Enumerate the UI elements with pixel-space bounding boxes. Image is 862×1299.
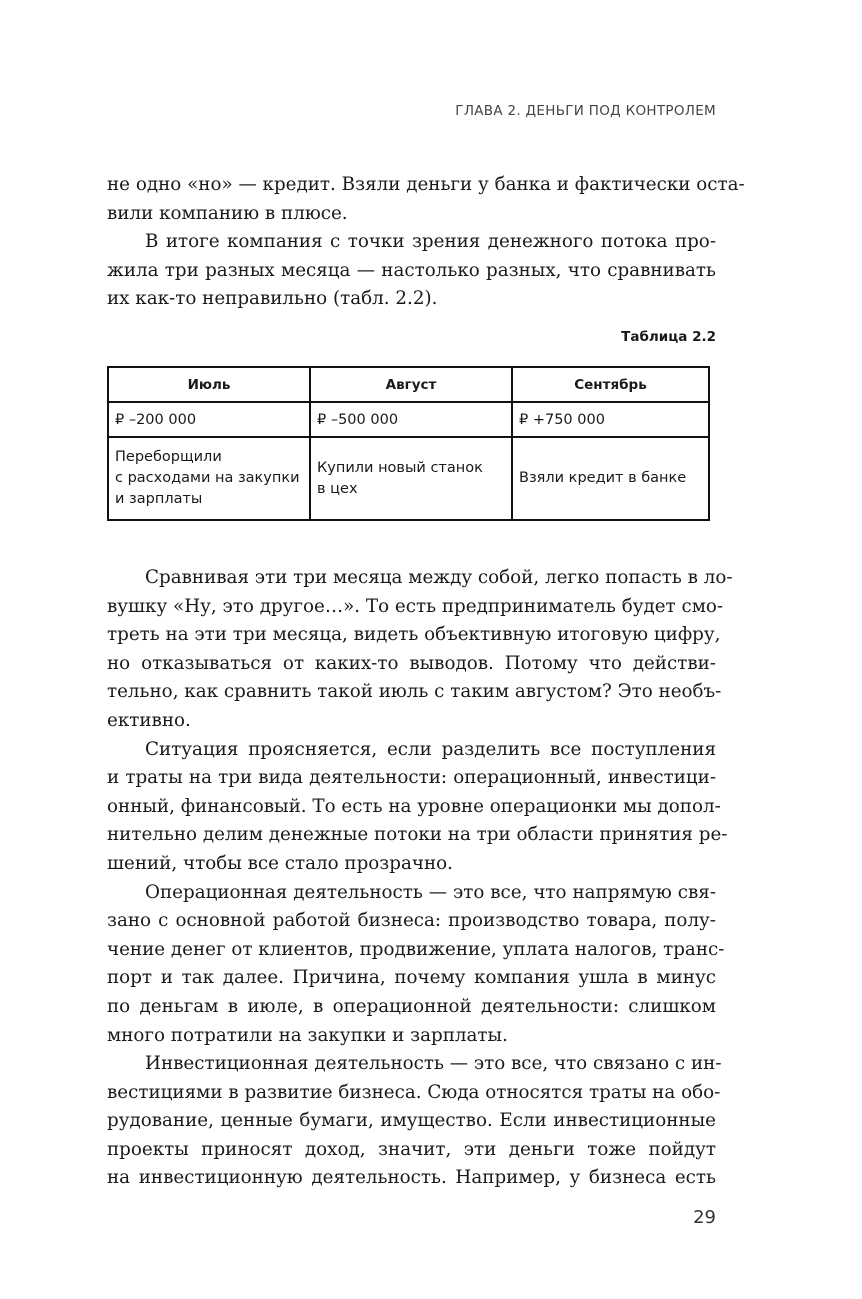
text-line: жила три разных месяца — настолько разных, что сравнивать	[107, 259, 716, 281]
text-line: на инвестиционную деятельность. Например, у бизнеса есть	[107, 1167, 716, 1189]
header-july: Июль	[108, 367, 310, 402]
text-line: Сравнивая эти три месяца между собой, легко попасть в ло-	[145, 567, 733, 588]
note-line: и зарплаты	[115, 491, 203, 507]
text-line: нительно делим денежные потоки на три области принятия ре-	[107, 824, 728, 846]
note-august	[310, 437, 512, 520]
text-line: Инвестиционная деятельность — это все, что связано с ин-	[145, 1053, 722, 1075]
note-line: с расходами на закупки	[115, 470, 300, 486]
text-line: В итоге компания с точки зрения денежного потока про-	[145, 231, 716, 253]
text-line: много потратили на закупки и зарплаты.	[107, 1024, 508, 1046]
text-line: но отказываться от каких-то выводов. Потому что действи-	[107, 652, 716, 674]
text-line: зано с основной работой бизнеса: производство товара, полу-	[107, 910, 716, 932]
note-september	[512, 437, 709, 520]
text-line: порт и так далее. Причина, почему компания ушла в минус	[107, 967, 716, 989]
header-august: Август	[310, 367, 512, 402]
note-line: в цех	[317, 480, 358, 497]
text-line: вили компанию в плюсе.	[107, 202, 348, 224]
table-header-row	[108, 367, 709, 402]
text-line: и траты на три вида деятельности: операционный, инвестици-	[107, 767, 716, 789]
text-line: тельно, как сравнить такой июль с таким августом? Это необъ-	[107, 681, 722, 703]
text-line: онный, финансовый. То есть на уровне операционки мы допол-	[107, 795, 721, 817]
note-line: Купили новый станок	[317, 459, 483, 476]
text-line: вестициями в развитие бизнеса. Сюда относятся траты на обо-	[107, 1081, 721, 1103]
body-text-top	[107, 171, 745, 314]
note-line: Переборщили	[115, 449, 222, 465]
months-table	[107, 366, 710, 521]
page-number: 29	[693, 1207, 716, 1228]
text-line: чение денег от клиентов, продвижение, уплата налогов, транс-	[107, 938, 725, 960]
text-line: треть на эти три месяца, видеть объективную итоговую цифру,	[107, 624, 721, 646]
text-line: вушку «Ну, это другое…». То есть предприниматель будет смо-	[107, 595, 724, 617]
table-caption: Таблица 2.2	[621, 329, 716, 345]
note-july	[108, 437, 310, 520]
table-row-amounts	[108, 402, 709, 437]
paragraph	[107, 736, 728, 879]
note-line: Взяли кредит в банке	[519, 470, 687, 486]
paragraph	[107, 1050, 722, 1193]
text-line: их как-то неправильно (табл. 2.2).	[107, 288, 438, 310]
text-line: шений, чтобы все стало прозрачно.	[107, 852, 453, 874]
paragraph	[107, 228, 716, 314]
header-september: Сентябрь	[512, 367, 709, 402]
paragraph	[107, 879, 725, 1051]
text-line: по деньгам в июле, в операционной деятельности: слишком	[107, 995, 716, 1017]
amount-july: ₽ –200 000	[108, 402, 310, 437]
paragraph	[107, 564, 733, 736]
body-text-bottom	[107, 564, 733, 1193]
running-header: ГЛАВА 2. ДЕНЬГИ ПОД КОНТРОЛЕМ	[455, 103, 716, 119]
amount-september: ₽ +750 000	[512, 402, 709, 437]
text-line: Ситуация проясняется, если разделить все поступления	[145, 738, 716, 760]
text-line: рудование, ценные бумаги, имущество. Если инвестиционные	[107, 1110, 716, 1132]
text-line: Операционная деятельность — это все, что напрямую свя-	[145, 881, 716, 903]
text-line: проекты приносят доход, значит, эти деньги тоже пойдут	[107, 1138, 716, 1160]
text-line: ективно.	[107, 709, 191, 731]
amount-august: ₽ –500 000	[310, 402, 512, 437]
paragraph	[107, 171, 745, 228]
table-row-notes	[108, 437, 709, 520]
text-line: не одно «но» — кредит. Взяли деньги у банка и фактически оста-	[107, 174, 745, 195]
